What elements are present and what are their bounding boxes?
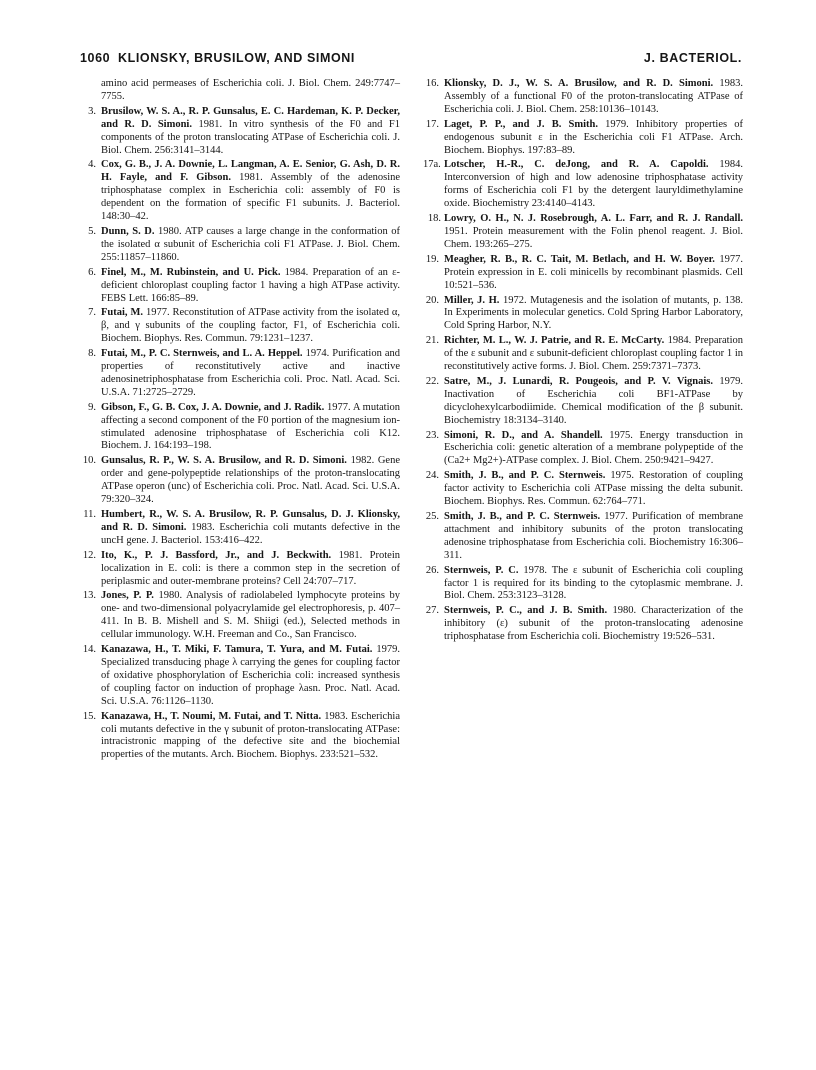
reference-body: 1983. Assembly of a functional F0 of the proton-translocating ATPase of Escherichia coli. J. Biol. Chem. 258:10136–10143. <box>444 78 743 115</box>
reference-body: 1979. Specialized transducing phage λ carrying the genes for coupling factor of oxidative phosphorylation of Escherichia coli: increased synthesis of coupling factor on induction of prophage λasn. Proc. Natl. Acad. Sci. U.S.A. 76:1126–1130. <box>101 644 400 707</box>
reference-number: 23. <box>425 429 439 441</box>
reference-number: 18. <box>427 213 441 225</box>
reference-body: 1979. Inhibitory properties of endogenous subunit ε in the Escherichia coli F1 ATPase. Arch. Biochem. Biophys. 197:83–89. <box>444 118 743 156</box>
reference-item <box>423 78 743 117</box>
reference-number: 25. <box>425 511 439 522</box>
reference-item <box>80 267 400 306</box>
reference-item <box>423 159 743 211</box>
reference-body: 1974. Purification and properties of reconstitutively active and inactive adenosinetriphosphatase from Escherichia coli. Proc. Natl. Acad. Sci. U.S.A. 71:2725–2729. <box>101 348 401 398</box>
reference-authors: Finel, M., M. Rubinstein, and U. Pick. <box>101 266 281 278</box>
reference-number: 11. <box>83 509 96 520</box>
reference-item <box>423 565 743 604</box>
reference-number: 13. <box>82 590 96 602</box>
reference-number: 3. <box>88 105 96 117</box>
reference-body: 1980. Analysis of radiolabeled lymphocyte proteins by one- and two-dimensional polyacrylamide gel electrophoresis, p. 407–411. In B. B. Mishell and S. M. Shiigi (ed.), Selected methods in cellular immunology. W.H. Freeman and Co., San Francisco. <box>101 590 400 641</box>
reference-body: 1980. Characterization of the inhibitory (ε) subunit of the proton-translocating adenosine triphosphatase from Escherichia coli. Biochemistry 19:526–531. <box>444 605 744 643</box>
reference-number: 4. <box>88 159 96 171</box>
reference-body: 1981. Protein localization in E. coli: is there a common step in the secretion of periplasmic and outer-membrane proteins? Cell 24:707–717. <box>101 549 401 587</box>
reference-number: 15. <box>82 710 96 722</box>
reference-item <box>80 509 400 548</box>
reference-item <box>423 430 743 469</box>
reference-number: 6. <box>88 266 96 278</box>
reference-number: 26. <box>425 564 439 576</box>
reference-body: 1984. Preparation of the ε subunit and ε subunit-deficient chloroplast coupling factor 1 in reconstitutively active forms. J. Biol. Chem. 259:7371–7373. <box>444 335 743 373</box>
reference-number: 10. <box>82 455 96 467</box>
reference-body: 1977. A mutation affecting a second component of the F0 portion of the magnesium ion-stimulated adenosine triphosphatase of Escherichia coli K12. Biochem. J. 164:193–198. <box>101 401 400 452</box>
reference-item <box>80 711 400 763</box>
reference-body: 1975. Restoration of coupling factor activity to Escherichia coli ATPase missing the delta subunit. Biochem. Biophys. Res. Commun. 62:764–771. <box>444 470 743 508</box>
reference-item <box>423 335 743 374</box>
reference-item <box>80 348 400 400</box>
reference-authors: Ito, K., P. J. Bassford, Jr., and J. Beckwith. <box>101 549 332 561</box>
reference-body: 1981. In vitro synthesis of the F0 and F1 components of the proton translocating ATPase of Escherichia coli. J. Biol. Chem. 256:3141–3144. <box>101 118 401 156</box>
reference-item <box>80 78 400 104</box>
reference-number: 22. <box>425 375 439 387</box>
running-header-authors: KLIONSKY, BRUSILOW, AND SIMONI <box>118 51 355 65</box>
reference-item <box>80 402 400 454</box>
reference-body: 1983. Escherichia coli mutants defective in the uncH gene. J. Bacteriol. 153:416–422. <box>101 521 401 546</box>
reference-authors: Sternweis, P. C., and J. B. Smith. <box>444 605 608 617</box>
reference-body: 1951. Protein measurement with the Folin phenol reagent. J. Biol. Chem. 193:265–275. <box>444 225 743 250</box>
reference-item <box>80 106 400 158</box>
reference-body: 1978. The ε subunit of Escherichia coli coupling factor 1 is required for its binding to the cytoplasmic membrane. J. Biol. Chem. 253:3123–3128. <box>444 564 743 602</box>
reference-authors: Kanazawa, H., T. Noumi, M. Futai, and T. Nitta. <box>101 710 322 722</box>
reference-authors: Gibson, F., G. B. Cox, J. A. Downie, and J. Radik. <box>101 401 325 413</box>
reference-body: 1984. Interconversion of high and low adenosine triphosphatase activity forms of Escherichia coli F1 by the detergent lauryldimethylamine oxide. Biochemistry 23:4140–4143. <box>444 159 744 210</box>
reference-authors: Meagher, R. B., R. C. Tait, M. Betlach, and H. W. Boyer. <box>444 253 715 265</box>
reference-body: 1977. Reconstitution of ATPase activity from the isolated α, β, and γ subunits of the coupling factor, F1, of Escherichia coli. Biochem. Biophys. Res. Commun. 79:1231–1237. <box>101 307 401 345</box>
reference-number: 16. <box>425 78 439 89</box>
reference-authors: Richter, M. L., W. J. Patrie, and R. E. McCarty. <box>444 335 665 347</box>
reference-item <box>80 226 400 265</box>
reference-body: 1980. ATP causes a large change in the conformation of the isolated α subunit of Escherichia coli F1 ATPase. J. Biol. Chem. 255:11857–11860. <box>101 225 400 263</box>
reference-item <box>80 159 400 224</box>
reference-item <box>80 307 400 346</box>
reference-body: 1975. Energy transduction in Escherichia coli: genetic alteration of a membrane polypeptide of the (Ca2+ Mg2+)-ATPase complex. J. Biol. Chem. 250:9421–9427. <box>444 429 743 467</box>
reference-body: 1982. Gene order and gene-polypeptide relationships of the proton-translocating ATPase operon (unc) of Escherichia coli. Proc. Natl. Acad. Sci. U.S.A. 79:320–324. <box>101 455 401 506</box>
reference-authors: Klionsky, D. J., W. S. A. Brusilow, and R. D. Simoni. <box>444 78 714 89</box>
reference-column-right <box>423 78 743 646</box>
reference-item <box>80 644 400 709</box>
reference-authors: Satre, M., J. Lunardi, R. Pougeois, and P. V. Vignais. <box>444 375 713 387</box>
reference-authors: Lowry, O. H., N. J. Rosebrough, A. L. Farr, and R. J. Randall. <box>444 213 743 225</box>
reference-authors: Simoni, R. D., and A. Shandell. <box>444 429 603 441</box>
reference-body: 1979. Inactivation of Escherichia coli BF1-ATPase by dicyclohexylcarbodiimide. Chemical modification of the β subunit. Biochemistry 18:3134–3140. <box>444 375 743 426</box>
running-header-journal: J. BACTERIOL. <box>643 51 742 65</box>
reference-body: 1977. Protein expression in E. coli minicells by recombinant plasmids. Cell 10:521–536. <box>444 253 744 291</box>
reference-number: 19. <box>425 253 439 265</box>
reference-number: 5. <box>88 225 96 237</box>
reference-authors: Cox, G. B., J. A. Downie, L. Langman, A. E. Senior, G. Ash, D. R. H. Fayle, and F. Gibson. <box>101 159 400 184</box>
reference-authors: Futai, M. <box>101 307 144 319</box>
reference-number: 7. <box>88 307 96 319</box>
reference-item <box>423 213 743 252</box>
reference-body: 1984. Preparation of an ε-deficient chloroplast coupling factor 1 having a high ATPase activity. FEBS Lett. 166:85–89. <box>101 266 401 304</box>
reference-authors: Jones, P. P. <box>101 590 154 602</box>
reference-number: 21. <box>425 335 439 347</box>
reference-number: 27. <box>425 605 439 617</box>
reference-body: 1981. Assembly of the adenosine triphosphatase complex in Escherichia coli: assembly of F0 is dependent on the formation of specific F1 subunits. J. Bacteriol. 148:30–42. <box>101 172 401 223</box>
reference-authors: Gunsalus, R. P., W. S. A. Brusilow, and R. D. Simoni. <box>101 455 347 467</box>
reference-authors: Smith, J. B., and P. C. Sternweis. <box>444 470 606 482</box>
reference-number: 12. <box>82 549 96 561</box>
reference-number: 20. <box>425 294 439 306</box>
reference-item <box>80 455 400 507</box>
reference-authors: Brusilow, W. S. A., R. P. Gunsalus, E. C. Hardeman, K. P. Decker, and R. D. Simoni. <box>101 105 400 130</box>
reference-authors: Miller, J. H. <box>444 294 500 306</box>
reference-authors: Futai, M., P. C. Sternweis, and L. A. Heppel. <box>101 348 303 360</box>
reference-body: 1972. Mutagenesis and the isolation of mutants, p. 138. In Experiments in molecular genetics. Cold Spring Harbor Laboratory, Cold Spring Harbor, N.Y. <box>444 294 744 332</box>
reference-authors: Lotscher, H.-R., C. deJong, and R. A. Capoldi. <box>444 159 709 171</box>
reference-column-left <box>80 78 400 764</box>
reference-number: 24. <box>425 470 439 482</box>
reference-number: 14. <box>82 644 96 656</box>
reference-body: 1977. Purification of membrane attachment and inhibitory subunits of the proton translocating adenosine triphosphatase from Escherichia coli. Biochemistry 16:306–311. <box>444 511 743 561</box>
reference-number: 9. <box>88 401 96 413</box>
reference-authors: Laget, P. P., and J. B. Smith. <box>444 118 598 130</box>
page-number: 1060 <box>80 51 111 65</box>
reference-item <box>80 550 400 589</box>
reference-item <box>423 376 743 428</box>
reference-item <box>423 295 743 334</box>
reference-authors: Humbert, R., W. S. A. Brusilow, R. P. Gunsalus, D. J. Klionsky, and R. D. Simoni. <box>101 509 400 533</box>
reference-authors: Sternweis, P. C. <box>444 564 519 576</box>
reference-item <box>423 511 743 563</box>
reference-item <box>423 119 743 158</box>
reference-item <box>80 590 400 642</box>
reference-authors: Dunn, S. D. <box>101 225 155 237</box>
reference-authors: Smith, J. B., and P. C. Sternweis. <box>444 511 601 522</box>
reference-item <box>423 605 743 644</box>
reference-number: 17. <box>425 118 439 130</box>
reference-body: 1983. Escherichia coli mutants defective in the γ subunit of proton-translocating ATPase: intracistronic mapping of the defective site and the biochemial properties of the mutants. Arch. Biochem. Biophys. 233:521–532. <box>101 710 401 761</box>
reference-item <box>423 470 743 509</box>
reference-number: 17a. <box>423 159 441 171</box>
reference-item <box>423 254 743 293</box>
reference-number: 8. <box>88 348 96 360</box>
running-header <box>80 51 742 71</box>
reference-authors: Kanazawa, H., T. Miki, F. Tamura, T. Yura, and M. Futai. <box>101 644 373 656</box>
reference-body: amino acid permeases of Escherichia coli. J. Biol. Chem. 249:7747–7755. <box>101 78 400 102</box>
